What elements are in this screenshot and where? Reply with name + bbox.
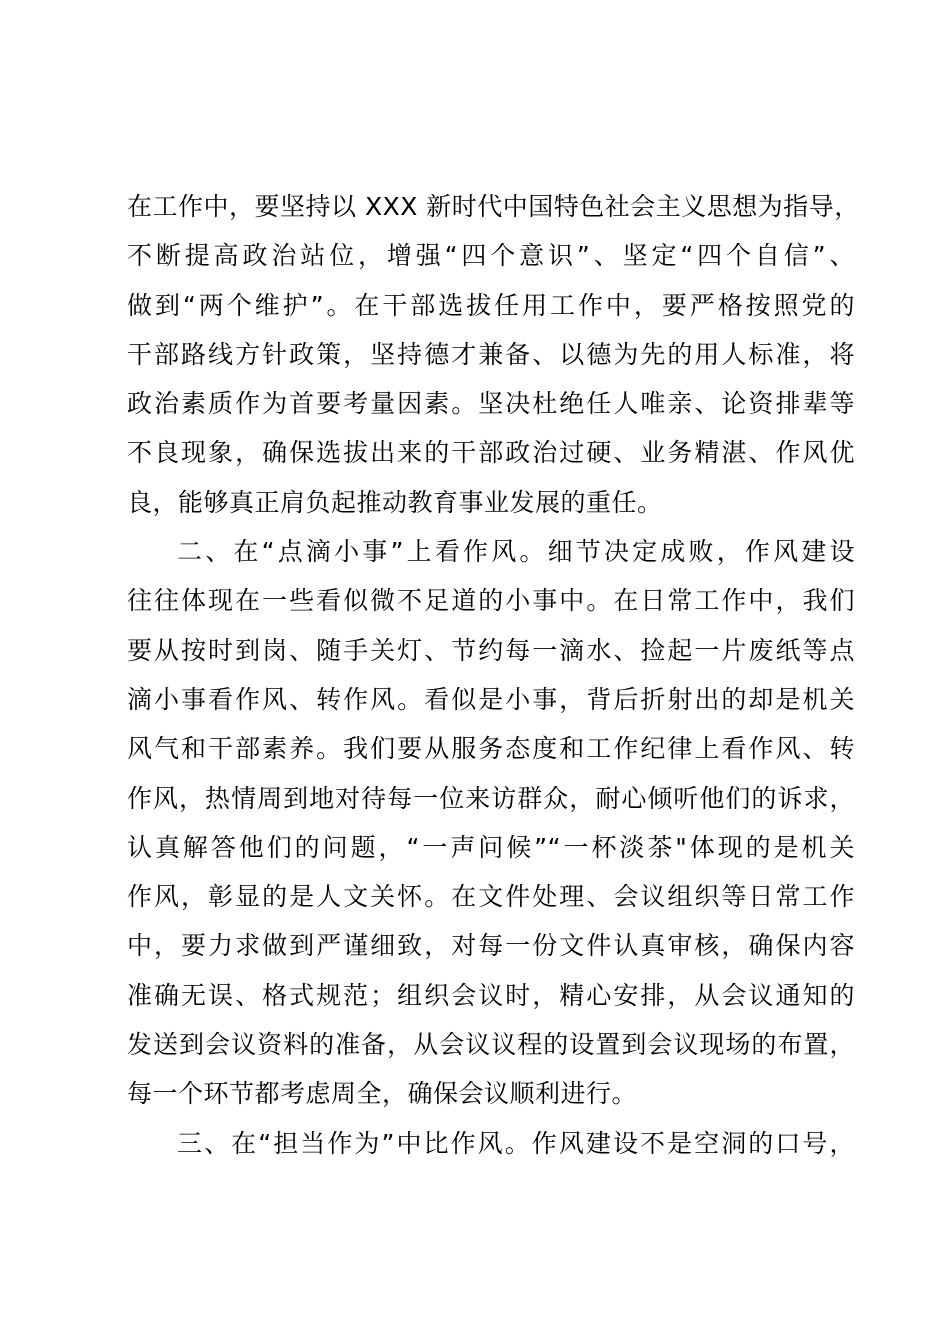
text-line: 在工作中，要坚持以 XXX 新时代中国特色社会主义思想为指导， — [127, 192, 860, 221]
text-line: 风气和干部素养。我们要从服务态度和工作纪律上看作风、转 — [127, 734, 855, 764]
text-line: 三、在“担当作为”中比作风。作风建设不是空洞的口号， — [177, 1128, 855, 1158]
text-line: 良，能够真正肩负起推动教育事业发展的重任。 — [127, 487, 663, 517]
text-line: 中，要力求做到严谨细致，对每一份文件认真审核，确保内容 — [127, 931, 855, 961]
text-line: 作风，热情周到地对待每一位来访群众，耐心倾听他们的诉求， — [127, 783, 855, 813]
text-line: 政治素质作为首要考量因素。坚决杜绝任人唯亲、论资排辈等 — [127, 389, 855, 419]
text-line: 不断提高政治站位，增强“四个意识”、坚定“四个自信”、 — [127, 241, 855, 271]
text-line: 滴小事看作风、转作风。看似是小事，背后折射出的却是机关 — [127, 684, 855, 714]
text-line: 发送到会议资料的准备，从会议议程的设置到会议现场的布置， — [127, 1030, 855, 1060]
paragraph-1 — [127, 182, 860, 527]
text-line: 要从按时到岗、随手关灯、节约每一滴水、捡起一片废纸等点 — [127, 635, 855, 665]
text-line: 每一个环节都考虑周全，确保会议顺利进行。 — [127, 1079, 638, 1109]
text-line: 不良现象，确保选拔出来的干部政治过硬、业务精湛、作风优 — [127, 438, 855, 468]
document-body — [127, 182, 860, 1168]
paragraph-2 — [127, 527, 855, 1119]
text-line: 干部路线方针政策，坚持德才兼备、以德为先的用人标准，将 — [127, 339, 855, 369]
text-line: 作风，彰显的是人文关怀。在文件处理、会议组织等日常工作 — [127, 882, 855, 912]
text-line: 认真解答他们的问题，“一声问候”“一杯淡茶"体现的是机关 — [127, 832, 855, 862]
text-line: 做到“两个维护”。在干部选拔任用工作中，要严格按照党的 — [127, 290, 855, 320]
paragraph-3 — [127, 1119, 855, 1168]
text-line: 往往体现在一些看似微不足道的小事中。在日常工作中，我们 — [127, 586, 855, 616]
text-line: 准确无误、格式规范；组织会议时，精心安排，从会议通知的 — [127, 980, 855, 1010]
text-line: 二、在“点滴小事”上看作风。细节决定成败，作风建设 — [177, 537, 855, 567]
